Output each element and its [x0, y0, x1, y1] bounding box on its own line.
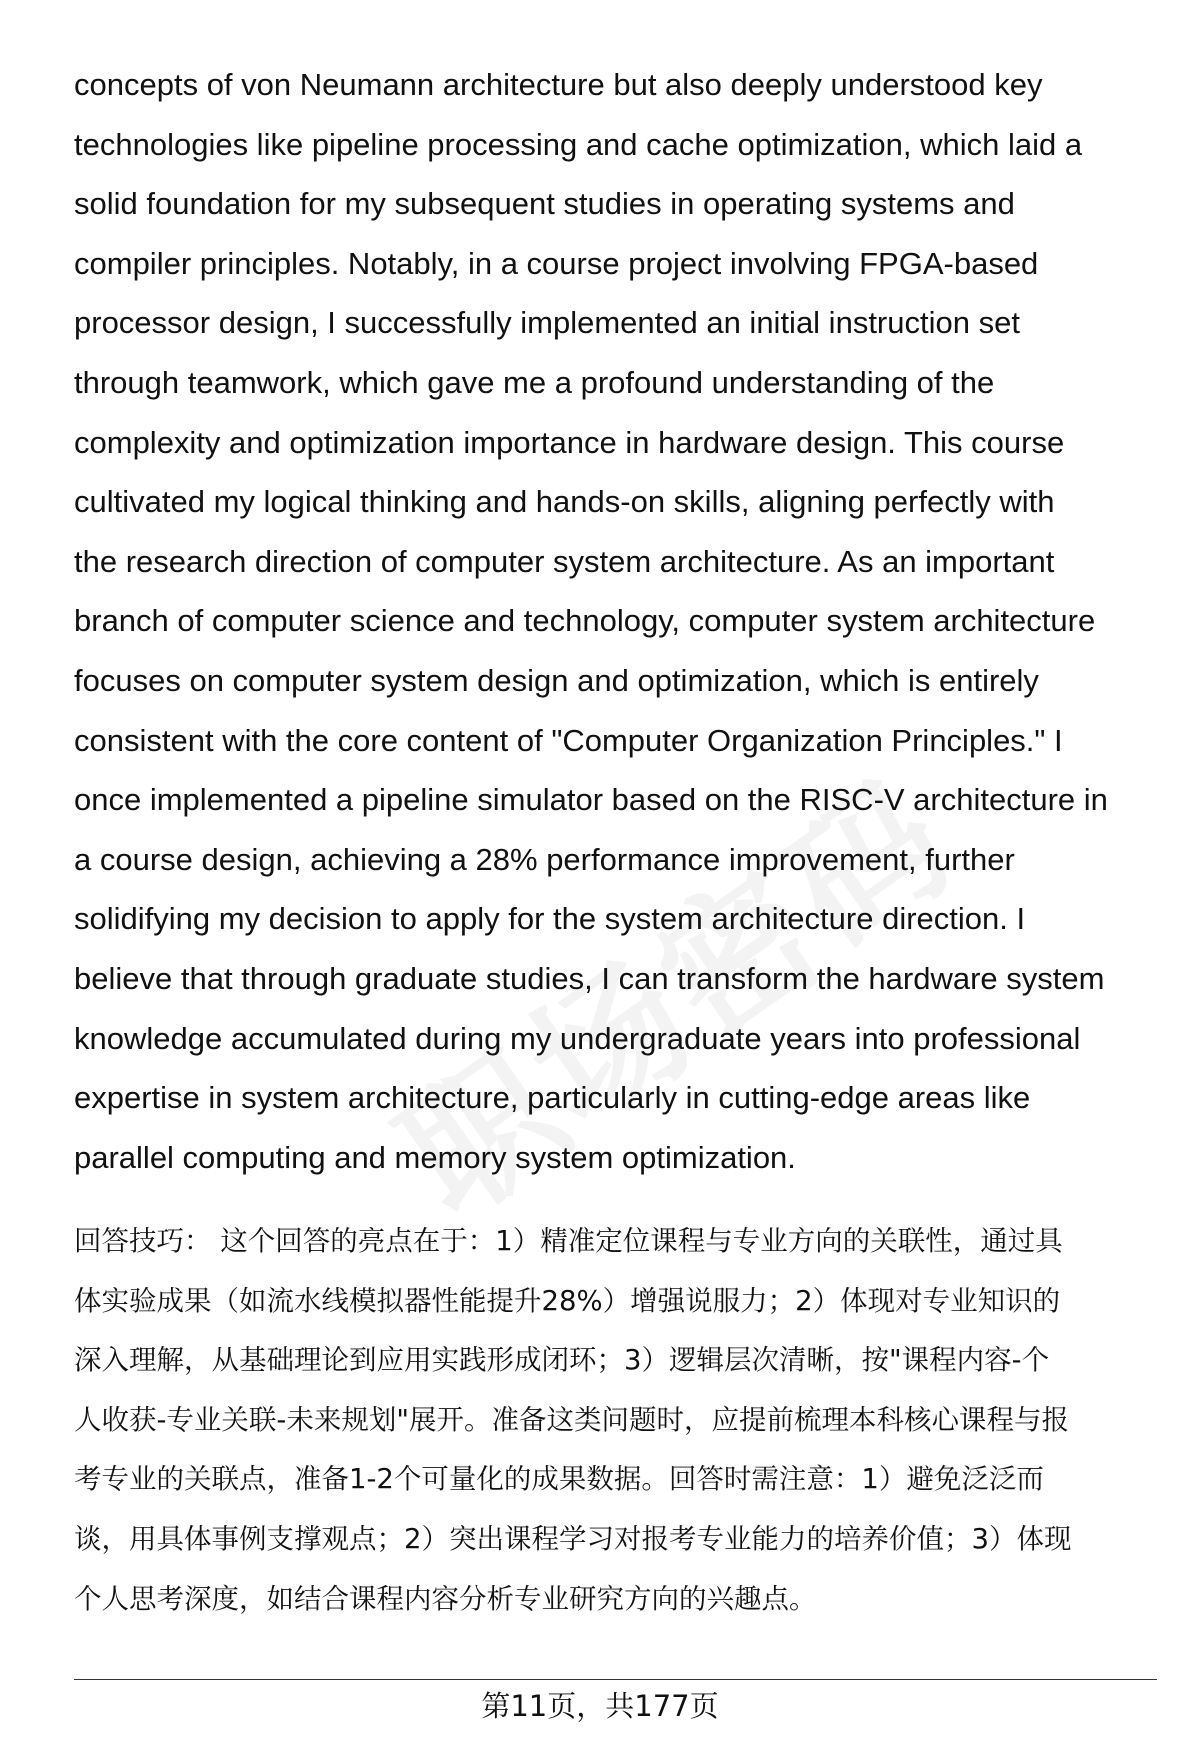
footer-divider [74, 1679, 1157, 1680]
page-number: 第11页，共177页 [481, 1689, 719, 1723]
answer-tips-paragraph: 回答技巧： 这个回答的亮点在于：1）精准定位课程与专业方向的关联性，通过具 体实验成果（如流水线模拟器性能提升28%）增强说服力；2）体现对专业知识的 深入理解，从基础理论到应用实践形成闭环；3）逻辑层次清晰，按"课程内容-个 人收获-专业关联-未来规划"展开。准备这类问题时，应提前梳理本科核心课程与报 考专业的关联点，准备1-2个可量化的成果数据。回答时需注意：1）避免泛泛而 谈，用具体事例支撑观点；2）突出课程学习对报考专业能力的培养价值；3）体现 个人思考深度，如结合课程内容分析专业研究方向的兴趣点。 [74, 1225, 1072, 1615]
answer-paragraph: concepts of von Neumann architecture but also deeply understood key technologies like pipeline processing and cache optimization, which laid a solid foundation for my subsequent studies in operating systems and compiler principles. Notably, in a course project involving FPGA-based processor design, I successfully implemented an initial instruction set through teamwork, which gave me a profound understanding of the complexity and optimization importance in hardware design. This course cultivated my logical thinking and hands-on skills, aligning perfectly with the research direction of computer system architecture. As an important branch of computer science and technology, computer system architecture focuses on computer system design and optimization, which is entirely consistent with the core content of "Computer Organization Principles." I once implemented a pipeline simulator based on the RISC-V architecture in a course design, achieving a 28% performance improvement, further solidifying my decision to apply for the system architecture direction. I believe that through graduate studies, I can transform the hardware system knowledge accumulated during my undergraduate years into professional expertise in system architecture, particularly in cutting-edge areas like parallel computing and memory system optimization. [74, 67, 1108, 1175]
